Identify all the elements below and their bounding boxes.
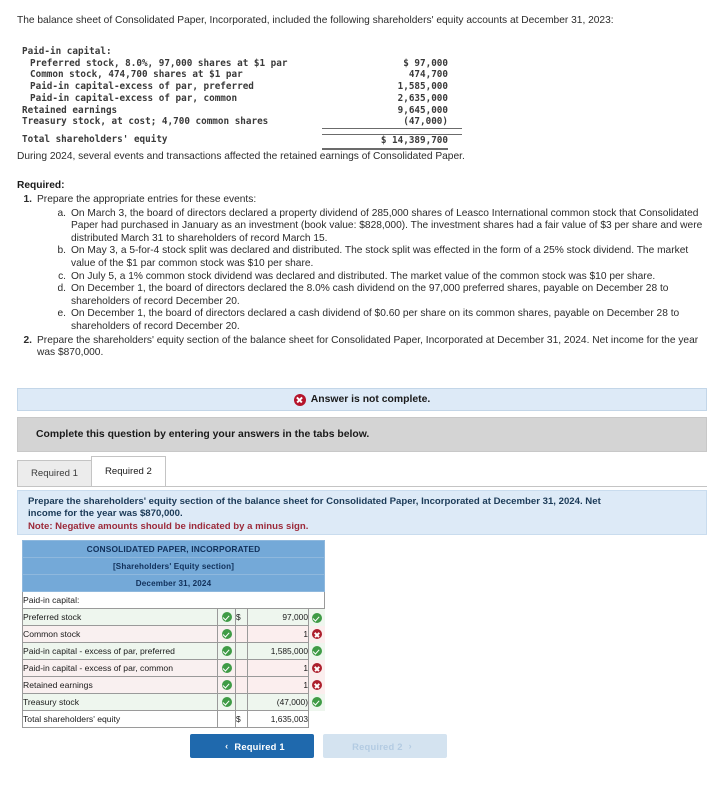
answer-table-header-line: December 31, 2024 (23, 575, 325, 592)
required-heading: Required: (17, 180, 65, 191)
question-note: Note: Negative amounts should be indicated by a minus sign. (28, 520, 309, 532)
answer-total-label: Total shareholders' equity (23, 711, 218, 728)
requirement-body (37, 194, 707, 334)
balance-sheet-row (22, 69, 462, 81)
complete-question-text: Complete this question by entering your answers in the tabs below. (36, 429, 370, 440)
answer-row-label[interactable]: Retained earnings (23, 677, 218, 694)
balance-sheet-row-label: Treasury stock, at cost; 4,700 common shares (22, 116, 269, 128)
balance-sheet-row-amount (322, 46, 462, 58)
check-icon (222, 646, 232, 656)
balance-sheet-row-amount: $ 97,000 (403, 57, 448, 69)
balance-sheet-row-label: Paid-in capital-excess of par, common (30, 92, 238, 104)
answer-table-header-line: CONSOLIDATED PAPER, INCORPORATED (23, 541, 325, 558)
balance-sheet-row-amount: (47,000) (322, 116, 462, 129)
balance-sheet-row-label: Retained earnings (22, 104, 118, 116)
check-icon (222, 612, 232, 622)
requirement-text: Prepare the appropriate entries for these events: (37, 194, 257, 205)
balance-sheet-total-row (22, 134, 462, 147)
balance-sheet-row (22, 116, 462, 129)
intro-paragraph: The balance sheet of Consolidated Paper, Incorporated, included the following shareholders' equity accounts at December 31, 2023: (17, 15, 614, 26)
answer-row-currency-symbol: $ (236, 609, 248, 626)
balance-sheet-row (22, 58, 462, 70)
requirement-item (17, 335, 707, 360)
answer-table-header-row (23, 575, 325, 592)
answer-status-banner (17, 388, 707, 411)
balance-sheet-total-label: Total shareholders' equity (22, 133, 168, 145)
balance-sheet-excerpt (22, 46, 462, 147)
answer-table-header-row (23, 541, 325, 558)
answer-row-value[interactable]: (47,000) (248, 694, 309, 711)
answer-row-label-status (218, 609, 236, 626)
answer-table-section-label: Paid-in capital: (23, 592, 325, 609)
requirement-sub-text: On March 3, the board of directors declared a property dividend of 285,000 shares of Leasco International common stock that Consolidated Paper had purchased in January as an investment (book value: $828,000). The investment shares had a fair value of $3 per share and were distributed March 31 to shareholders of record March 15. (71, 207, 703, 244)
chevron-right-icon: › (408, 741, 412, 751)
question-line-1: Prepare the shareholders' equity section of the balance sheet for Consolidated Paper, Incorporated at December 31, 2024. Net (28, 496, 601, 507)
next-button-label: Required 2 (352, 740, 403, 752)
answer-row-value-status (309, 660, 325, 677)
during-paragraph: During 2024, several events and transactions affected the retained earnings of Consolidated Paper. (17, 151, 465, 162)
requirement-text: Prepare the shareholders' equity section of the balance sheet for Consolidated Paper, Incorporated at December 31, 2024. Net income for the year was $870,000. (37, 334, 699, 359)
answer-row-currency-symbol (236, 694, 248, 711)
requirement-sub-text: On December 1, the board of directors declared a cash dividend of $0.60 per share on its common shares, payable on December 28 to shareholders of record December 20. (71, 308, 680, 332)
answer-row-label-status (218, 660, 236, 677)
error-circle-icon (294, 394, 306, 406)
answer-table-row (23, 660, 325, 677)
balance-sheet-total-amount: $ 14,389,700 (322, 134, 462, 147)
requirement-nav (190, 734, 450, 758)
requirement-sub-letter: c. (58, 270, 66, 282)
answer-row-value[interactable]: 1,585,000 (248, 643, 309, 660)
check-icon (222, 680, 232, 690)
balance-sheet-row-amount: 474,700 (408, 69, 448, 81)
answer-table-row (23, 694, 325, 711)
answer-row-label[interactable]: Treasury stock (23, 694, 218, 711)
balance-sheet-row (22, 105, 462, 117)
complete-question-bar (17, 417, 707, 452)
answer-total-value: 1,635,003 (248, 711, 309, 728)
question-line-2: income for the year was $870,000. (28, 508, 183, 520)
requirement-tabs (17, 458, 707, 487)
requirement-sub-letter: e. (57, 308, 66, 320)
answer-row-value-status (309, 609, 325, 626)
balance-sheet-row-amount: 9,645,000 (397, 104, 448, 116)
balance-sheet-row-label: Common stock, 474,700 shares at $1 par (30, 69, 243, 81)
requirement-number: 1. (23, 194, 32, 205)
tab-label: Required 2 (104, 466, 152, 477)
balance-sheet-row-label: Paid-in capital-excess of par, preferred (30, 81, 254, 93)
requirement-sub-letter: d. (57, 283, 66, 295)
answer-row-label-status (218, 694, 236, 711)
answer-row-value[interactable]: 97,000 (248, 609, 309, 626)
answer-row-value[interactable]: 1 (248, 677, 309, 694)
balance-sheet-row (22, 93, 462, 105)
balance-sheet-row-label: Paid-in capital: (22, 46, 112, 57)
answer-row-value-status (309, 677, 325, 694)
answer-table-row (23, 677, 325, 694)
balance-sheet-row-amount: 2,635,000 (397, 92, 448, 104)
tab-label: Required 1 (31, 468, 78, 479)
next-required-2-button[interactable] (323, 734, 447, 758)
cross-icon (312, 680, 322, 690)
requirement-item (17, 194, 707, 334)
answer-row-value[interactable]: 1 (248, 626, 309, 643)
prev-required-1-button[interactable] (190, 734, 314, 758)
requirement-sub-item (37, 283, 707, 308)
check-icon (312, 613, 322, 623)
requirement-sub-letter: b. (57, 245, 66, 257)
requirement-sub-list (37, 208, 707, 334)
answer-row-label-status (218, 626, 236, 643)
tab-required-2[interactable] (91, 456, 166, 486)
balance-sheet-row (22, 81, 462, 93)
requirement-number: 2. (23, 334, 32, 346)
answer-status-text: Answer is not complete. (310, 394, 431, 405)
answer-table-row (23, 609, 325, 626)
shareholders-equity-answer-table (22, 540, 325, 728)
answer-total-status-spacer (309, 711, 325, 728)
chevron-left-icon: ‹ (225, 741, 229, 751)
balance-sheet-row-label: Preferred stock, 8.0%, 97,000 shares at $1 par (30, 57, 288, 69)
check-icon (222, 697, 232, 707)
prev-button-label: Required 1 (234, 740, 285, 752)
requirement-sub-item (37, 271, 707, 284)
answer-row-label[interactable]: Paid-in capital - excess of par, preferred (23, 643, 218, 660)
answer-row-value-status (309, 643, 325, 660)
answer-row-currency-symbol (236, 660, 248, 677)
balance-sheet-row-amount: 1,585,000 (397, 81, 448, 93)
cross-icon (312, 629, 322, 639)
answer-row-value-status (309, 626, 325, 643)
answer-table-total-row (23, 711, 325, 728)
answer-table-row (23, 626, 325, 643)
requirement-sub-item (37, 308, 707, 333)
requirement-sub-letter: a. (57, 207, 66, 219)
answer-row-value-status (309, 694, 325, 711)
requirement-sub-text: On July 5, a 1% common stock dividend was declared and distributed. The market value of the common stock was $10 per share. (71, 270, 656, 282)
answer-row-label-status (218, 643, 236, 660)
answer-row-label-status (218, 677, 236, 694)
answer-table-row (23, 643, 325, 660)
check-icon (222, 629, 232, 639)
answer-row-label[interactable]: Common stock (23, 626, 218, 643)
requirement-body (37, 335, 707, 360)
answer-total-currency-symbol: $ (236, 711, 248, 728)
requirement-sub-item (37, 208, 707, 246)
balance-sheet-row (22, 46, 462, 58)
answer-row-label[interactable]: Paid-in capital - excess of par, common (23, 660, 218, 677)
answer-table-header-line: [Shareholders' Equity section] (23, 558, 325, 575)
cross-icon (312, 663, 322, 673)
answer-row-currency-symbol (236, 626, 248, 643)
tab-required-1[interactable] (17, 460, 92, 486)
answer-row-value[interactable]: 1 (248, 660, 309, 677)
requirement-sub-item (37, 245, 707, 270)
answer-total-spacer (218, 711, 236, 728)
requirement-sub-text: On December 1, the board of directors declared the 8.0% cash dividend on the 97,000 preferred shares, payable on December 28 to shareholders of record December 20. (71, 283, 669, 307)
check-icon (312, 697, 322, 707)
check-icon (312, 646, 322, 656)
answer-row-currency-symbol (236, 677, 248, 694)
check-icon (222, 663, 232, 673)
answer-table-header-row (23, 558, 325, 575)
answer-table-section-row (23, 592, 325, 609)
requirement-sub-text: On May 3, a 5-for-4 stock split was declared and distributed. The stock split was effected in the form of a 25% stock dividend. The market value of the $1 par common stock was $10 per share. (71, 245, 689, 269)
answer-row-label[interactable]: Preferred stock (23, 609, 218, 626)
answer-row-currency-symbol (236, 643, 248, 660)
requirements-list (17, 194, 707, 360)
question-instructions-panel (17, 490, 707, 535)
